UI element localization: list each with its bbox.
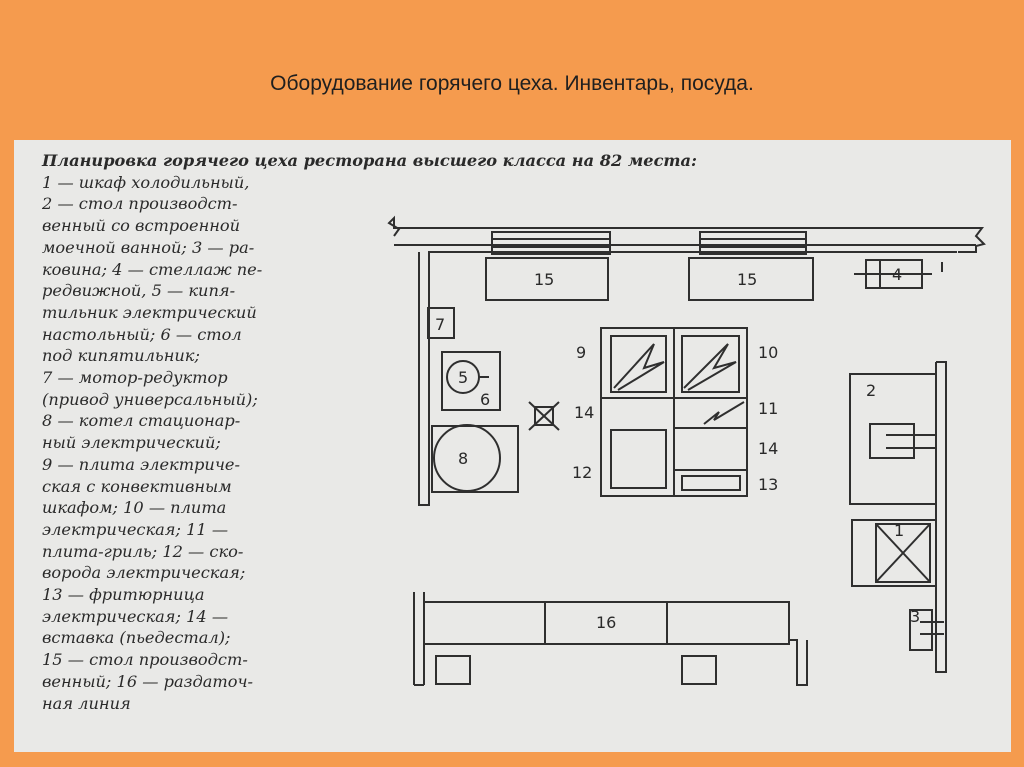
label-11: 11	[758, 399, 779, 418]
legend-line: ворода электрическая;	[42, 563, 246, 583]
legend-line: ный электрический;	[42, 433, 221, 453]
label-16: 16	[596, 613, 617, 632]
grill-11-mark	[704, 402, 744, 424]
legend-line: венный; 16 — раздаточ-	[42, 671, 253, 691]
label-4: 4	[892, 265, 903, 284]
label-10: 10	[758, 343, 779, 362]
hot-shop-floor-plan	[14, 140, 1011, 752]
label-1: 1	[894, 521, 905, 540]
label-5: 5	[458, 368, 469, 387]
distribution-cart-right	[682, 656, 716, 684]
legend-line: ская с конвективным	[42, 476, 232, 496]
label-13: 13	[758, 475, 779, 494]
electric-pan-12	[611, 430, 666, 488]
label-14-right: 14	[758, 439, 779, 458]
stove-9-bolt	[614, 344, 664, 390]
window-left	[492, 232, 610, 254]
bottom-right-stub	[789, 640, 807, 685]
floor-plan-scan	[14, 140, 1011, 752]
cooking-block	[601, 328, 747, 496]
legend-line: 1 — шкаф холодильный,	[42, 172, 250, 192]
right-wall	[936, 362, 946, 672]
label-9: 9	[576, 343, 587, 362]
stove-10-bolt	[684, 344, 736, 390]
label-12: 12	[572, 463, 593, 482]
legend-line: 9 — плита электриче-	[42, 454, 240, 474]
legend-line: электрическая; 11 —	[42, 519, 229, 539]
legend-line: 15 — стол производст-	[42, 650, 248, 670]
legend-line: 13 — фритюрница	[42, 585, 205, 605]
top-wall-outer	[389, 218, 984, 252]
legend-line: вставка (пьедестал);	[42, 628, 231, 648]
slide-title: Оборудование горячего цеха. Инвентарь, посуда.	[270, 72, 754, 95]
label-8: 8	[458, 449, 469, 468]
label-6: 6	[480, 390, 491, 409]
legend-line: шкафом; 10 — плита	[42, 498, 227, 518]
legend-line: моечной ванной; 3 — ра-	[42, 237, 255, 257]
legend-heading: Планировка горячего цеха ресторана высшего класса на 82 места:	[42, 151, 698, 170]
label-3: 3	[910, 607, 921, 626]
window-right	[700, 232, 806, 254]
label-14-left: 14	[574, 403, 595, 422]
legend-line: тильник электрический	[42, 302, 257, 322]
legend-line: ная линия	[42, 693, 131, 713]
production-table-2	[850, 374, 936, 504]
windows	[492, 232, 806, 254]
legend-line: (привод универсальный);	[42, 389, 258, 409]
label-2: 2	[866, 381, 877, 400]
legend-line: 8 — котел стационар-	[42, 411, 241, 431]
label-15-right: 15	[737, 270, 758, 289]
label-15-left: 15	[534, 270, 555, 289]
legend-line: настольный; 6 — стол	[42, 324, 242, 344]
legend-line: плита-гриль; 12 — ско-	[42, 541, 244, 561]
boiler-table-6	[442, 352, 500, 410]
label-7: 7	[435, 315, 446, 334]
legend-line: ковина; 4 — стеллаж пе-	[42, 259, 263, 279]
legend-line: 2 — стол производст-	[42, 194, 238, 214]
legend-line: венный со встроенной	[42, 216, 241, 236]
distribution-cart-left	[436, 656, 470, 684]
legend-line: редвижной, 5 — кипя-	[42, 281, 236, 301]
fryer-13	[682, 476, 740, 490]
legend-line: под кипятильник;	[42, 346, 200, 366]
legend-line: электрическая; 14 —	[42, 606, 229, 626]
sink-in-table-2	[870, 424, 914, 458]
legend-line: 7 — мотор-редуктор	[42, 368, 228, 388]
